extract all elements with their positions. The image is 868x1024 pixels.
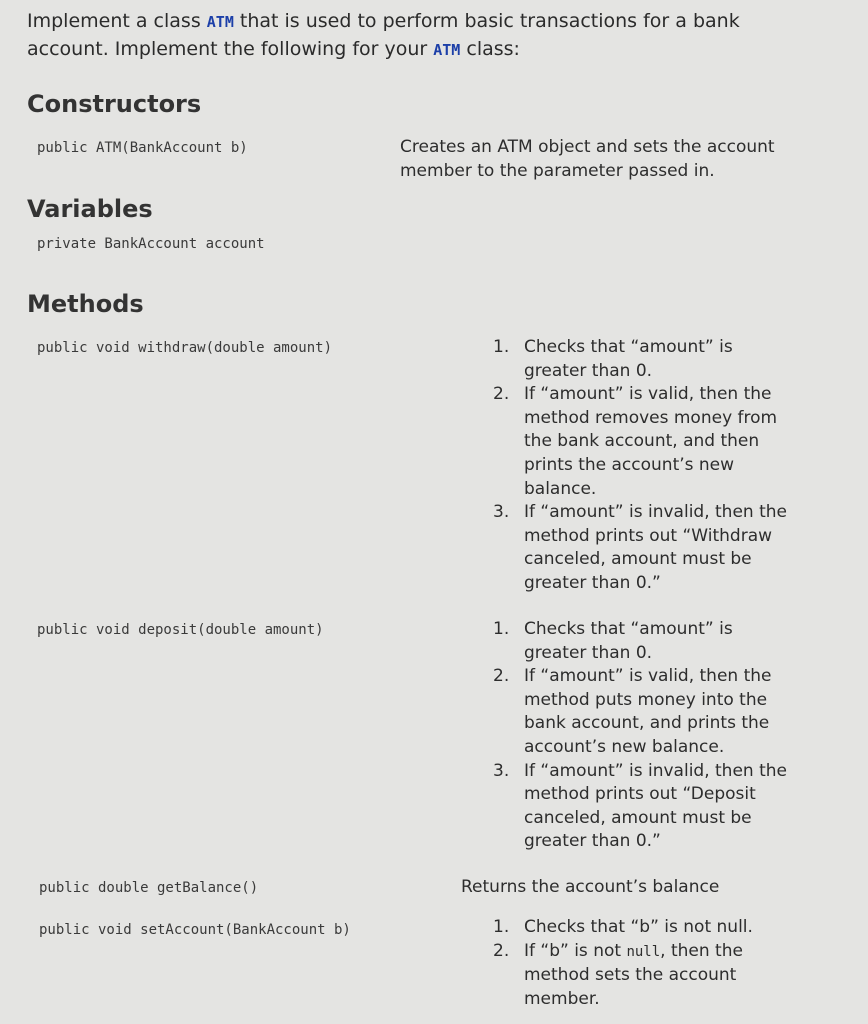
list-item: 2. If “amount” is valid, then the method puts money into the bank account, and prints the account’s new balance. [493,666,772,757]
variable-declaration: private BankAccount account [37,236,265,252]
constructor-signature: public ATM(BankAccount b) [37,140,248,156]
class-name: ATM [206,13,234,31]
withdraw-steps [493,336,853,596]
list-item: 1. Checks that “b” is not null. [493,917,753,937]
list-item: 1. Checks that “amount” is greater than 0. [493,337,733,381]
intro-line-1: Implement a class ATM that is used to perform basic transactions for a bank [27,10,740,32]
methods-heading: Methods [27,290,144,318]
setaccount-steps [493,916,853,1011]
deposit-signature: public void deposit(double amount) [37,622,324,638]
class-name: ATM [433,41,461,59]
list-item: 2. If “b” is not null, then the method sets the account member. [493,940,743,1009]
list-item: 3. If “amount” is invalid, then the method prints out “Withdraw canceled, amount must be greater than 0.” [493,502,787,593]
deposit-steps [493,618,853,854]
withdraw-signature: public void withdraw(double amount) [37,340,333,356]
intro-line-2: account. Implement the following for your ATM class: [27,38,520,60]
constructors-heading: Constructors [27,90,202,118]
getbalance-description: Returns the account’s balance [461,877,720,897]
list-item: 1. Checks that “amount” is greater than 0. [493,619,733,663]
constructor-description: Creates an ATM object and sets the account member to the parameter passed in. [400,137,775,181]
intro-paragraph [27,8,827,64]
list-item: 2. If “amount” is valid, then the method removes money from the bank account, and then prints the account’s new balance. [493,384,778,499]
setaccount-signature: public void setAccount(BankAccount b) [39,922,351,938]
getbalance-signature: public double getBalance() [39,880,259,896]
list-item: 3. If “amount” is invalid, then the method prints out “Deposit canceled, amount must be greater than 0.” [493,760,787,852]
variables-heading: Variables [27,195,153,223]
